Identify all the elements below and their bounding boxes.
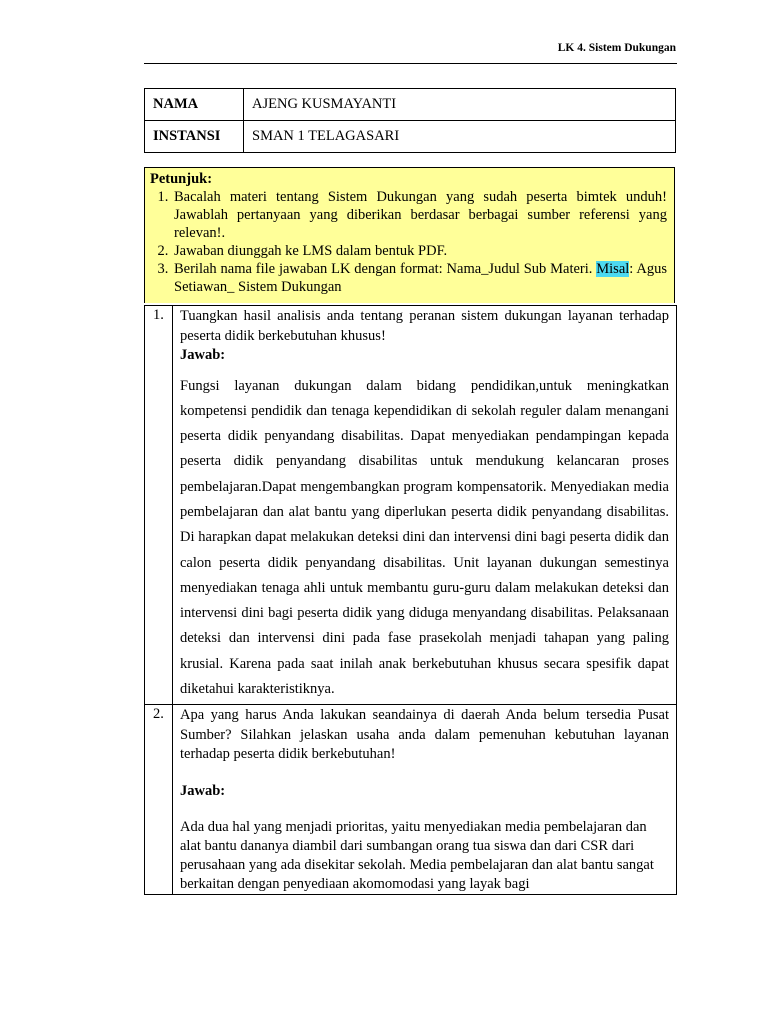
qa-table xyxy=(144,305,677,895)
question-row xyxy=(145,705,677,895)
nama-label: NAMA xyxy=(145,89,244,121)
instruction-item: 1. Bacalah materi tentang Sistem Dukungan yang sudah peserta bimtek unduh! Jawablah pertanyaan yang diberikan berdasar berbagai sumber referensi yang relevan!. xyxy=(172,188,667,242)
identity-table xyxy=(144,88,676,153)
question-cell xyxy=(173,306,677,705)
nama-row xyxy=(145,89,676,121)
instructions-list xyxy=(150,188,667,296)
answer-text: Ada dua hal yang menjadi prioritas, yaitu menyediakan media pembelajaran dan alat bantu dananya diambil dari sumbangan orang tua siswa dan dari CSR dari perusahaan yang ada disekitar sekolah. Media pembelajaran dan alat bantu sangat berkaitan dengan penyediaan akomomodasi yang layak bagi xyxy=(180,819,654,893)
question-text: Apa yang harus Anda lakukan seandainya di daerah Anda belum tersedia Pusat Sumber? Silahkan jelaskan usaha anda dalam pemenuhan kebutuhan layanan terhadap peserta didik berkebutuhan! xyxy=(180,707,669,763)
instruction-item: 2. Jawaban diunggah ke LMS dalam bentuk PDF. xyxy=(172,242,667,260)
jawab-label: Jawab: xyxy=(180,347,226,363)
nama-value: AJENG KUSMAYANTI xyxy=(244,89,676,121)
running-head: LK 4. Sistem Dukungan xyxy=(557,42,676,54)
question-text: Tuangkan hasil analisis anda tentang peranan sistem dukungan layanan terhadap peserta didik berkebutuhan khusus! xyxy=(180,308,669,344)
question-number: 2. xyxy=(145,705,173,895)
instansi-row xyxy=(145,121,676,153)
instructions-title: Petunjuk: xyxy=(150,171,213,187)
header-rule xyxy=(144,63,677,64)
question-number: 1. xyxy=(145,306,173,705)
instansi-value: SMAN 1 TELAGASARI xyxy=(244,121,676,153)
instruction-item xyxy=(172,260,667,296)
jawab-label: Jawab: xyxy=(180,782,226,799)
instructions-box xyxy=(144,167,675,303)
highlighted-text: Misal xyxy=(596,261,630,277)
instansi-label: INSTANSI xyxy=(145,121,244,153)
question-row xyxy=(145,306,677,705)
instruction-text: Berilah nama file jawaban LK dengan format: Nama_Judul Sub Materi. xyxy=(174,261,597,277)
instruction-text: : Agus Setiawan_ Sistem Dukungan xyxy=(174,261,667,295)
question-cell xyxy=(173,705,677,895)
answer-text: Fungsi layanan dukungan dalam bidang pendidikan,untuk meningkatkan kompetensi pendidik dan tenaga kependidikan di sekolah reguler dalam menangani peserta didik penyandang disabilitas. Dapat menyediakan pendampingan kepada peserta didik penyandang disabilitas untuk mendukung kelancaran proses pembelajaran.Dapat mengembangkan program kompensatorik. Menyediakan media pembelajaran dan alat bantu yang diperlukan peserta didik penyandang disabilitas. Di harapkan dapat melakukan deteksi dini dan intervensi dini bagi peserta didik dan calon peserta didik penyandang disabilitas. Unit layanan dukungan semestinya menyediakan tenaga ahli untuk membantu guru-guru dalam melakukan deteksi dan intervensi dini bagi peserta didik yang diduga menyandang disabilitas. Pelaksanaan deteksi dan intervensi dini pada fase prasekolah menjadi tahapan yang paling krusial. Karena pada saat inilah anak berkebutuhan khusus secara spesifik dapat diketahui karakteristiknya. xyxy=(180,377,669,698)
